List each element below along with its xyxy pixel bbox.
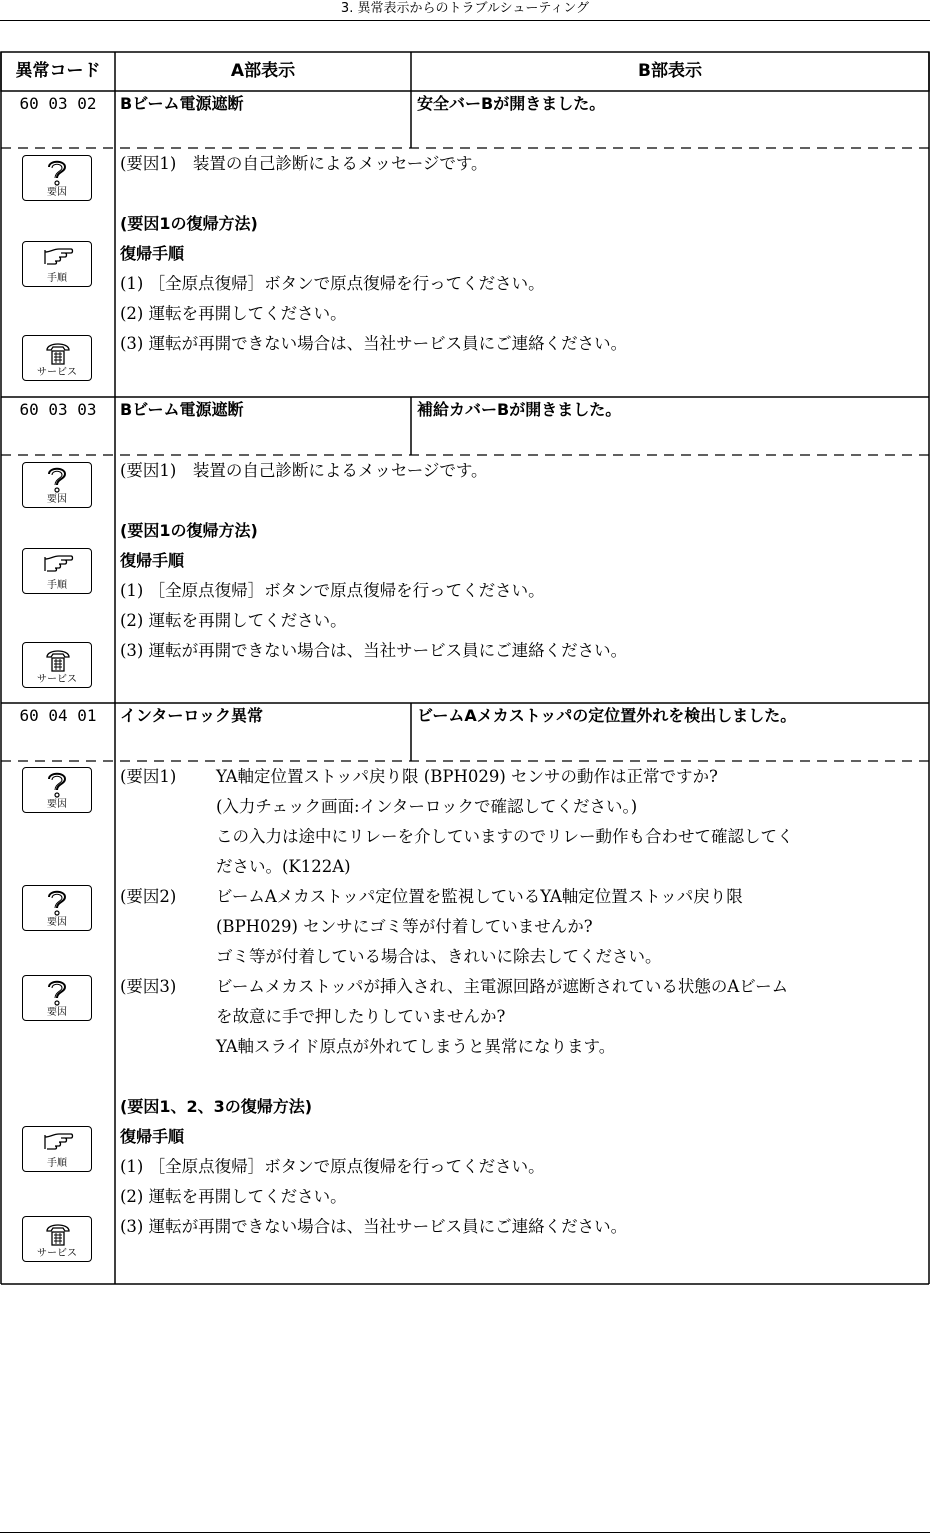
- page-footer-rule: [0, 1532, 930, 1533]
- recovery-title: (要因1の復帰方法): [120, 214, 258, 233]
- a-display-text: Bビーム電源遮断: [120, 94, 244, 113]
- step-line: (2) 運転を再開してください。: [120, 1187, 347, 1206]
- a-display-text: Bビーム電源遮断: [120, 400, 244, 419]
- cause-line: を故意に手で押したりしていませんか?: [216, 1007, 506, 1026]
- procedure-icon: 手順: [22, 1126, 92, 1172]
- cause-block: [120, 762, 922, 882]
- b-display-text: 安全バーBが開きました。: [417, 94, 606, 113]
- cause-line: YA軸定位置ストッパ戻り限 (BPH029) センサの動作は正常ですか?: [216, 767, 718, 786]
- cause-label: (要因2): [120, 887, 177, 906]
- recovery-title: (要因1、2、3の復帰方法): [120, 1097, 313, 1116]
- procedure-title: 復帰手順: [120, 244, 185, 263]
- cause-line: (要因1) 装置の自己診断によるメッセージです。: [120, 461, 488, 480]
- step-line: (1) ［全原点復帰］ボタンで原点復帰を行ってください。: [120, 581, 545, 600]
- cause-line: (要因1) 装置の自己診断によるメッセージです。: [120, 154, 488, 173]
- page-header: 3. 異常表示からのトラブルシューティング: [0, 0, 930, 21]
- cause-line: ビームメカストッパが挿入され、主電源回路が遮断されている状態のAビーム: [216, 977, 789, 996]
- recovery-title: (要因1の復帰方法): [120, 521, 258, 540]
- service-phone-icon: サービス: [22, 1216, 92, 1262]
- header-code: 異常コード: [15, 61, 101, 81]
- procedure-title: 復帰手順: [120, 551, 185, 570]
- procedure-title: 復帰手順: [120, 1127, 185, 1146]
- cause-line: ゴミ等が付着している場合は、きれいに除去してください。: [216, 947, 662, 966]
- cause-label: (要因3): [120, 977, 177, 996]
- cause-line: ビームAメカストッパ定位置を監視しているYA軸定位置ストッパ戻り限: [216, 887, 743, 906]
- cause-icon: 要因: [22, 155, 92, 201]
- cause-icon: 要因: [22, 885, 92, 931]
- b-display-text: 補給カバーBが開きました。: [417, 400, 622, 419]
- error-code: 60 03 02: [19, 94, 97, 113]
- cause-line: ださい。(K122A): [216, 857, 351, 876]
- step-line: (3) 運転が再開できない場合は、当社サービス員にご連絡ください。: [120, 1217, 628, 1236]
- b-display-text: ビームAメカストッパの定位置外れを検出しました。: [417, 706, 797, 725]
- cause-line: (BPH029) センサにゴミ等が付着していませんか?: [216, 917, 593, 936]
- procedure-icon: 手順: [22, 548, 92, 594]
- cause-icon: 要因: [22, 767, 92, 813]
- error-code: 60 03 03: [19, 400, 97, 419]
- cause-label: (要因1): [120, 767, 177, 786]
- service-phone-icon: サービス: [22, 335, 92, 381]
- step-line: (3) 運転が再開できない場合は、当社サービス員にご連絡ください。: [120, 641, 628, 660]
- step-line: (1) ［全原点復帰］ボタンで原点復帰を行ってください。: [120, 1157, 545, 1176]
- cause-line: この入力は途中にリレーを介していますのでリレー動作も合わせて確認してく: [216, 827, 794, 846]
- header-b-display: B部表示: [638, 61, 702, 81]
- cause-line: (入力チェック画面:インターロックで確認してください。): [216, 797, 638, 816]
- header-a-display: A部表示: [230, 61, 296, 81]
- service-phone-icon: サービス: [22, 642, 92, 688]
- cause-icon: 要因: [22, 462, 92, 508]
- a-display-text: インターロック異常: [120, 706, 264, 725]
- procedure-icon: 手順: [22, 241, 92, 287]
- step-line: (3) 運転が再開できない場合は、当社サービス員にご連絡ください。: [120, 334, 628, 353]
- entry-body: [120, 456, 922, 666]
- step-line: (1) ［全原点復帰］ボタンで原点復帰を行ってください。: [120, 274, 545, 293]
- step-line: (2) 運転を再開してください。: [120, 304, 347, 323]
- entry-body: [120, 762, 922, 1242]
- cause-line: YA軸スライド原点が外れてしまうと異常になります。: [216, 1037, 616, 1056]
- entry-body: [120, 149, 922, 359]
- cause-icon: 要因: [22, 975, 92, 1021]
- cause-block: [120, 972, 922, 1062]
- error-code: 60 04 01: [19, 706, 97, 725]
- step-line: (2) 運転を再開してください。: [120, 611, 347, 630]
- cause-block: [120, 882, 922, 972]
